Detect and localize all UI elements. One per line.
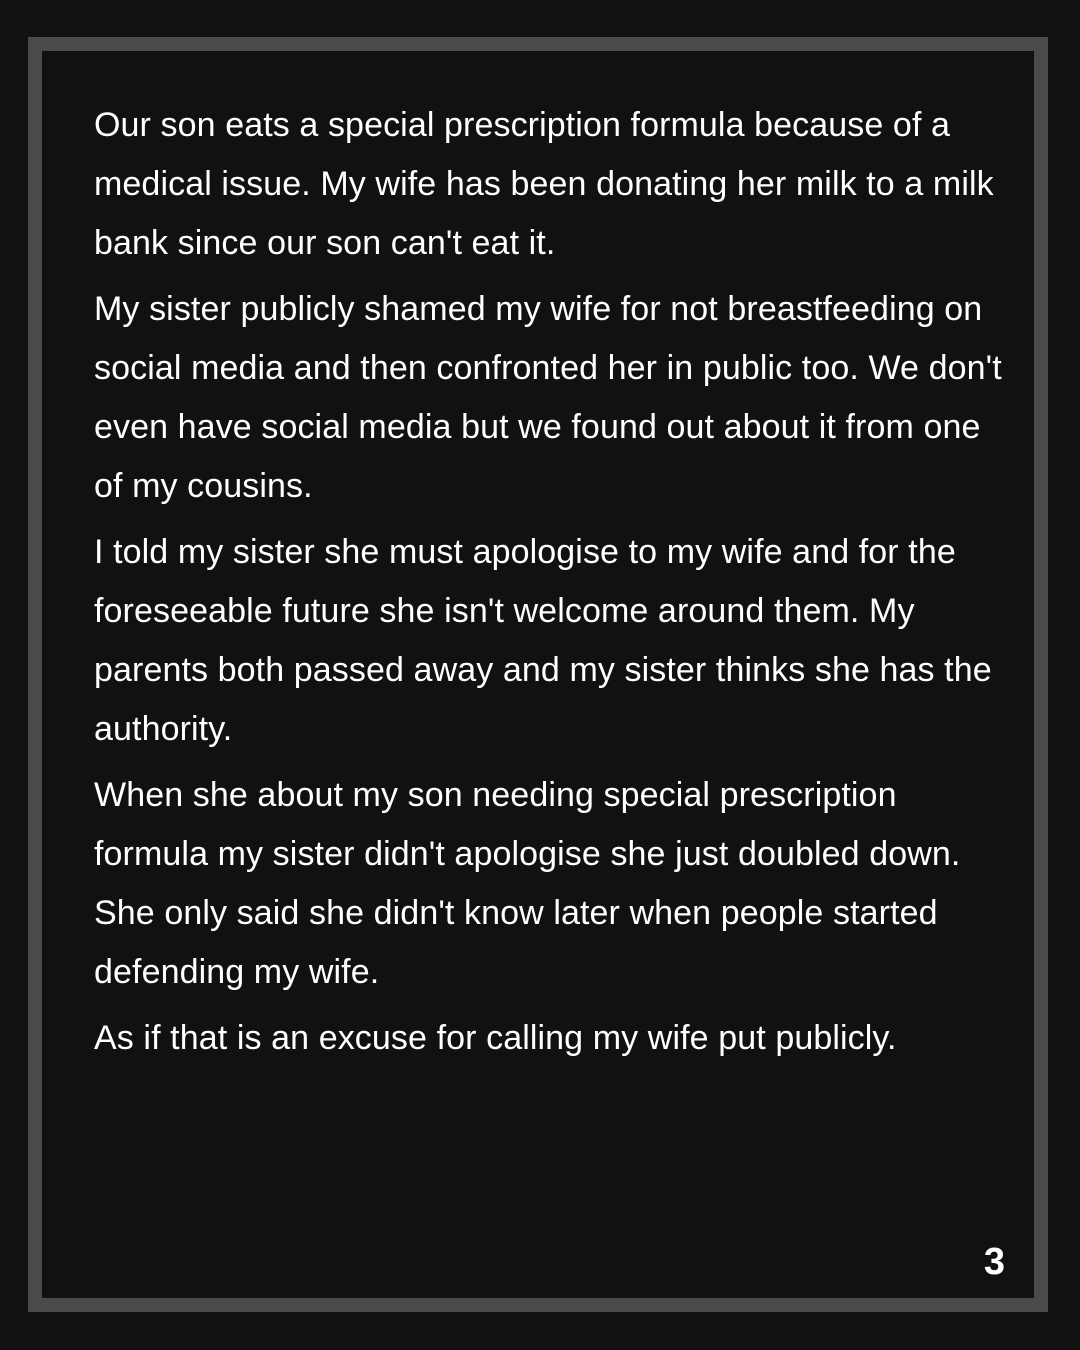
text-card-frame xyxy=(28,37,1048,1312)
story-text xyxy=(94,96,1014,1075)
paragraph-2: My sister publicly shamed my wife for not breastfeeding on social media and then confronted her in public too. We don't even have social media but we found out about it from one of my cousins. xyxy=(94,290,1002,505)
paragraph-3: I told my sister she must apologise to my wife and for the foreseeable future she isn't welcome around them. My parents both passed away and my sister thinks she has the authority. xyxy=(94,533,992,748)
paragraph-4: When she about my son needing special prescription formula my sister didn't apologise she just doubled down. She only said she didn't know later when people started defending my wife. xyxy=(94,776,961,991)
paragraph-1: Our son eats a special prescription formula because of a medical issue. My wife has been donating her milk to a milk bank since our son can't eat it. xyxy=(94,106,994,262)
paragraph-5: As if that is an excuse for calling my wife put publicly. xyxy=(94,1019,897,1057)
page-number: 3 xyxy=(983,1241,1005,1283)
